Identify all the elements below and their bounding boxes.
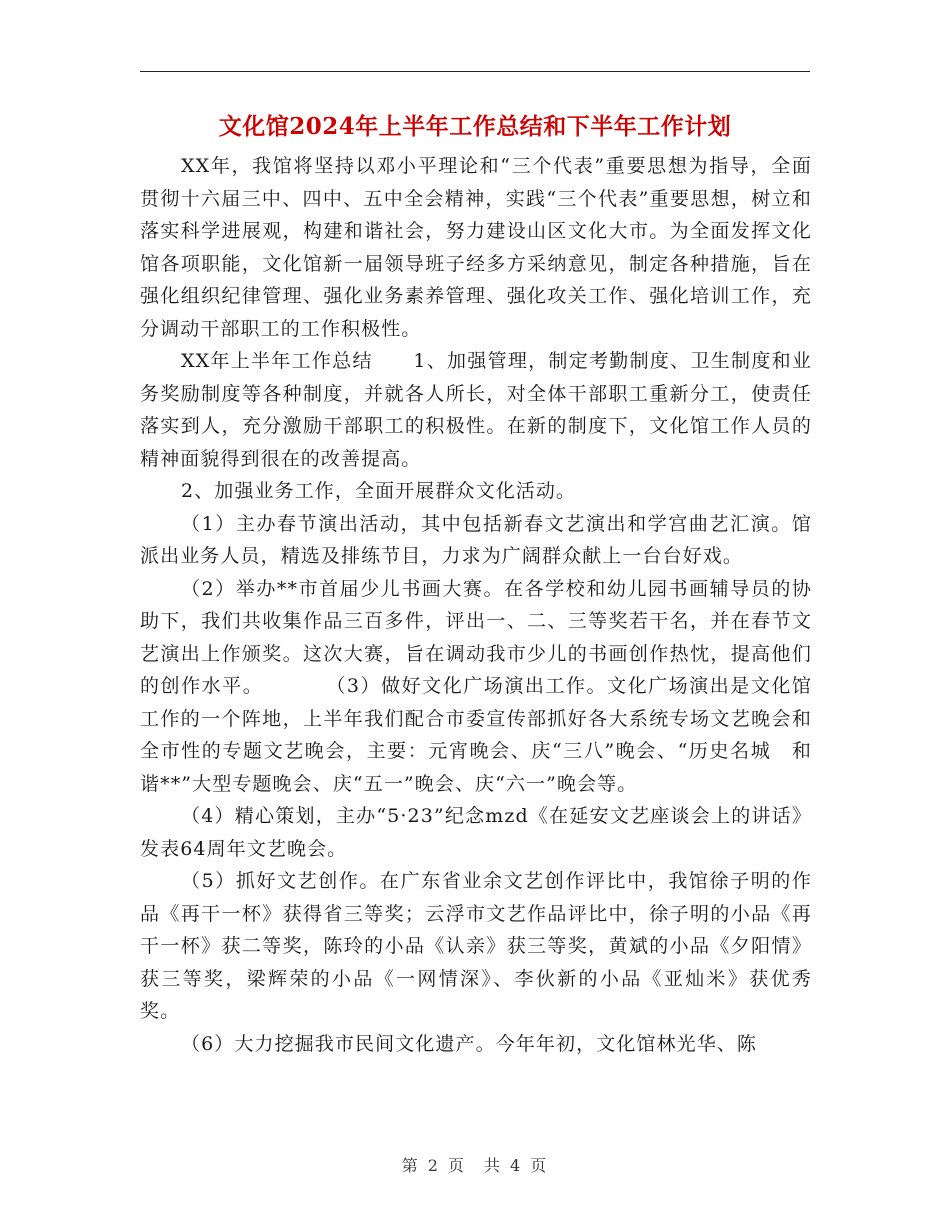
- page-label-suffix: 页: [530, 1156, 549, 1175]
- page-current-number: 2: [427, 1156, 440, 1175]
- paragraph-item-1: （1）主办春节演出活动，其中包括新春文艺演出和学宫曲艺汇演。馆派出业务人员，精选及排练节目，力求为广阔群众献上一台台好戏。: [140, 512, 812, 567]
- paragraph-intro: XX年，我馆将坚持以邓小平理论和“三个代表”重要思想为指导，全面贯彻十六届三中、四中、五中全会精神，实践“三个代表”重要思想，树立和落实科学进展观，构建和谐社会，努力建设山区文化大市。为全面发挥文化馆各项职能，文化馆新一届领导班子经多方采纳意见，制定各种措施，旨在强化组织纪律管理、强化业务素养管理、强化攻关工作、强化培训工作，充分调动干部职工的工作积极性。: [140, 155, 812, 340]
- paragraph-item-4: （4）精心策划，主办“5·23”纪念mzd《在延安文艺座谈会上的讲话》发表64周年文艺晚会。: [140, 805, 812, 860]
- page-total-number: 4: [510, 1156, 523, 1175]
- page-label-prefix: 第: [401, 1156, 420, 1175]
- paragraph-item-2-3: （2）举办**市首届少儿书画大赛。在各学校和幼儿园书画辅导员的协助下，我们共收集作品三百多件，评出一、二、三等奖若干名，并在春节文艺演出上作颁奖。这次大赛，旨在调动我市少儿的书画创作热忱，提高他们的创作水平。 （3）做好文化广场演出工作。文化广场演出是文化馆工作的一个阵地，上半年我们配合市委宣传部抓好各大系统专场文艺晚会和全市性的专题文艺晚会，主要：元宵晚会、庆“三八”晚会、“历史名城 和谐**”大型专题晚会、庆“五一”晚会、庆“六一”晚会等。: [140, 577, 812, 795]
- page-footer: [0, 1153, 950, 1176]
- header-rule: [140, 71, 810, 72]
- paragraph-item-5: （5）抓好文艺创作。在广东省业余文艺创作评比中，我馆徐子明的作品《再干一杯》获得省三等奖；云浮市文艺作品评比中，徐子明的小品《再干一杯》获二等奖，陈玲的小品《认亲》获三等奖，黄斌的小品《夕阳情》获三等奖，梁辉荣的小品《一网情深》、李伙新的小品《亚灿米》获优秀奖。: [140, 870, 812, 1022]
- paragraph-business-work: 2、加强业务工作，全面开展群众文化活动。: [181, 480, 577, 502]
- paragraph-summary-management: XX年上半年工作总结 1、加强管理，制定考勤制度、卫生制度和业务奖励制度等各种制度，并就各人所长，对全体干部职工重新分工，使责任落实到人，充分激励干部职工的积极性。在新的制度下，文化馆工作人员的精神面貌得到很在的改善提高。: [140, 350, 812, 470]
- document-title: 文化馆2024年上半年工作总结和下半年工作计划: [218, 113, 732, 140]
- paragraph-item-6: （6）大力挖掘我市民间文化遗产。今年年初，文化馆林光华、陈: [181, 1032, 757, 1055]
- page-label-mid: 页 共: [447, 1156, 502, 1175]
- document-body: [140, 150, 812, 1060]
